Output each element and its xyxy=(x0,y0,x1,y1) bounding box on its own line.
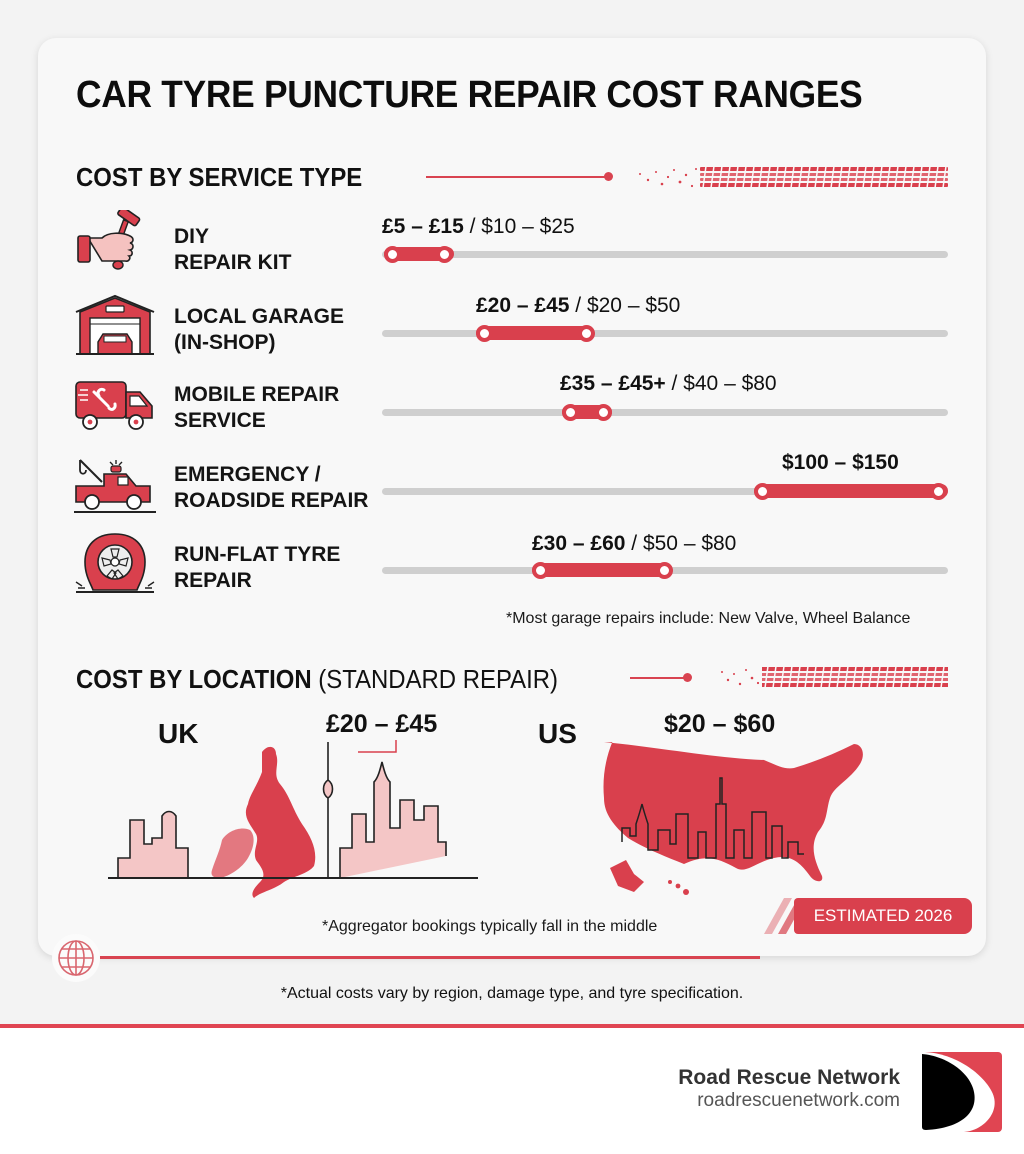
price-gbp: £5 – £15 xyxy=(382,215,464,238)
range-track xyxy=(382,488,948,495)
hand-hammer-icon xyxy=(74,210,156,272)
range-max-handle[interactable] xyxy=(595,404,612,421)
badge-label: ESTIMATED 2026 xyxy=(794,898,972,934)
heading-divider-dot xyxy=(604,172,613,181)
price-usd: $100 – $150 xyxy=(782,451,899,474)
range-track xyxy=(382,567,948,574)
range-min-handle[interactable] xyxy=(476,325,493,342)
range-max-handle[interactable] xyxy=(930,483,947,500)
globe-icon xyxy=(52,934,100,982)
price-usd: / $40 – $80 xyxy=(665,372,777,395)
garage-icon xyxy=(74,294,156,356)
price-range xyxy=(382,215,575,239)
range-max-handle[interactable] xyxy=(436,246,453,263)
range-min-handle[interactable] xyxy=(562,404,579,421)
section-heading-service: COST BY SERVICE TYPE xyxy=(76,162,363,192)
range-max-handle[interactable] xyxy=(578,325,595,342)
footer-divider xyxy=(100,956,760,959)
location-price: $20 – $60 xyxy=(664,710,776,738)
price-usd: / $10 – $25 xyxy=(463,215,575,238)
range-track xyxy=(382,330,948,337)
price-gbp: £20 – £45 xyxy=(476,294,570,317)
heading-divider xyxy=(426,176,608,178)
range-min-handle[interactable] xyxy=(532,562,549,579)
country-label: US xyxy=(538,718,577,749)
tow-truck-icon xyxy=(74,452,156,514)
service-label: MOBILE REPAIR SERVICE xyxy=(174,383,340,432)
country-label: UK xyxy=(158,718,199,749)
repair-van-icon xyxy=(74,374,156,436)
brand-name: Road Rescue Network xyxy=(678,1066,900,1089)
service-label: EMERGENCY / ROADSIDE REPAIR xyxy=(174,463,369,512)
brand-logo-icon xyxy=(922,1052,1002,1132)
price-usd: / $20 – $50 xyxy=(569,294,681,317)
range-min-handle[interactable] xyxy=(384,246,401,263)
location-price: £20 – £45 xyxy=(326,710,438,738)
us-map-skyline-icon xyxy=(592,742,882,908)
price-gbp: £30 – £60 xyxy=(532,532,626,555)
range-max-handle[interactable] xyxy=(656,562,673,579)
range-track xyxy=(382,251,948,258)
service-label: DIY REPAIR KIT xyxy=(174,225,292,274)
brand-url-link[interactable]: roadrescuenetwork.com xyxy=(697,1090,900,1111)
range-track xyxy=(382,409,948,416)
infographic-card xyxy=(38,38,986,956)
aggregator-footnote: *Aggregator bookings typically fall in the middle xyxy=(322,918,658,935)
tyre-tread-decoration-icon xyxy=(634,164,948,190)
range-bar xyxy=(476,326,594,340)
heading-divider-dot xyxy=(683,673,692,682)
section-heading-location: COST BY LOCATION (STANDARD REPAIR) xyxy=(76,664,558,694)
range-bar xyxy=(532,563,670,577)
page-title: CAR TYRE PUNCTURE REPAIR COST RANGES xyxy=(76,74,863,116)
price-usd: / $50 – $80 xyxy=(625,532,737,555)
price-range xyxy=(532,532,736,556)
service-label: RUN-FLAT TYRE REPAIR xyxy=(174,543,341,592)
price-gbp: £35 – £45+ xyxy=(560,372,666,395)
garage-footnote: *Most garage repairs include: New Valve, Wheel Balance xyxy=(506,610,911,627)
flat-tyre-icon xyxy=(74,532,156,594)
range-bar xyxy=(754,484,948,498)
heading-divider xyxy=(630,677,686,679)
price-range xyxy=(782,451,899,475)
uk-map-skyline-icon xyxy=(108,738,478,918)
estimated-badge xyxy=(750,898,972,934)
price-range xyxy=(560,372,777,396)
price-range xyxy=(476,294,680,318)
range-min-handle[interactable] xyxy=(754,483,771,500)
service-label: LOCAL GARAGE (IN-SHOP) xyxy=(174,305,344,354)
globe-badge xyxy=(52,934,100,982)
disclaimer-text: *Actual costs vary by region, damage type, and tyre specification. xyxy=(280,985,744,1002)
tyre-tread-decoration-icon xyxy=(718,664,948,690)
